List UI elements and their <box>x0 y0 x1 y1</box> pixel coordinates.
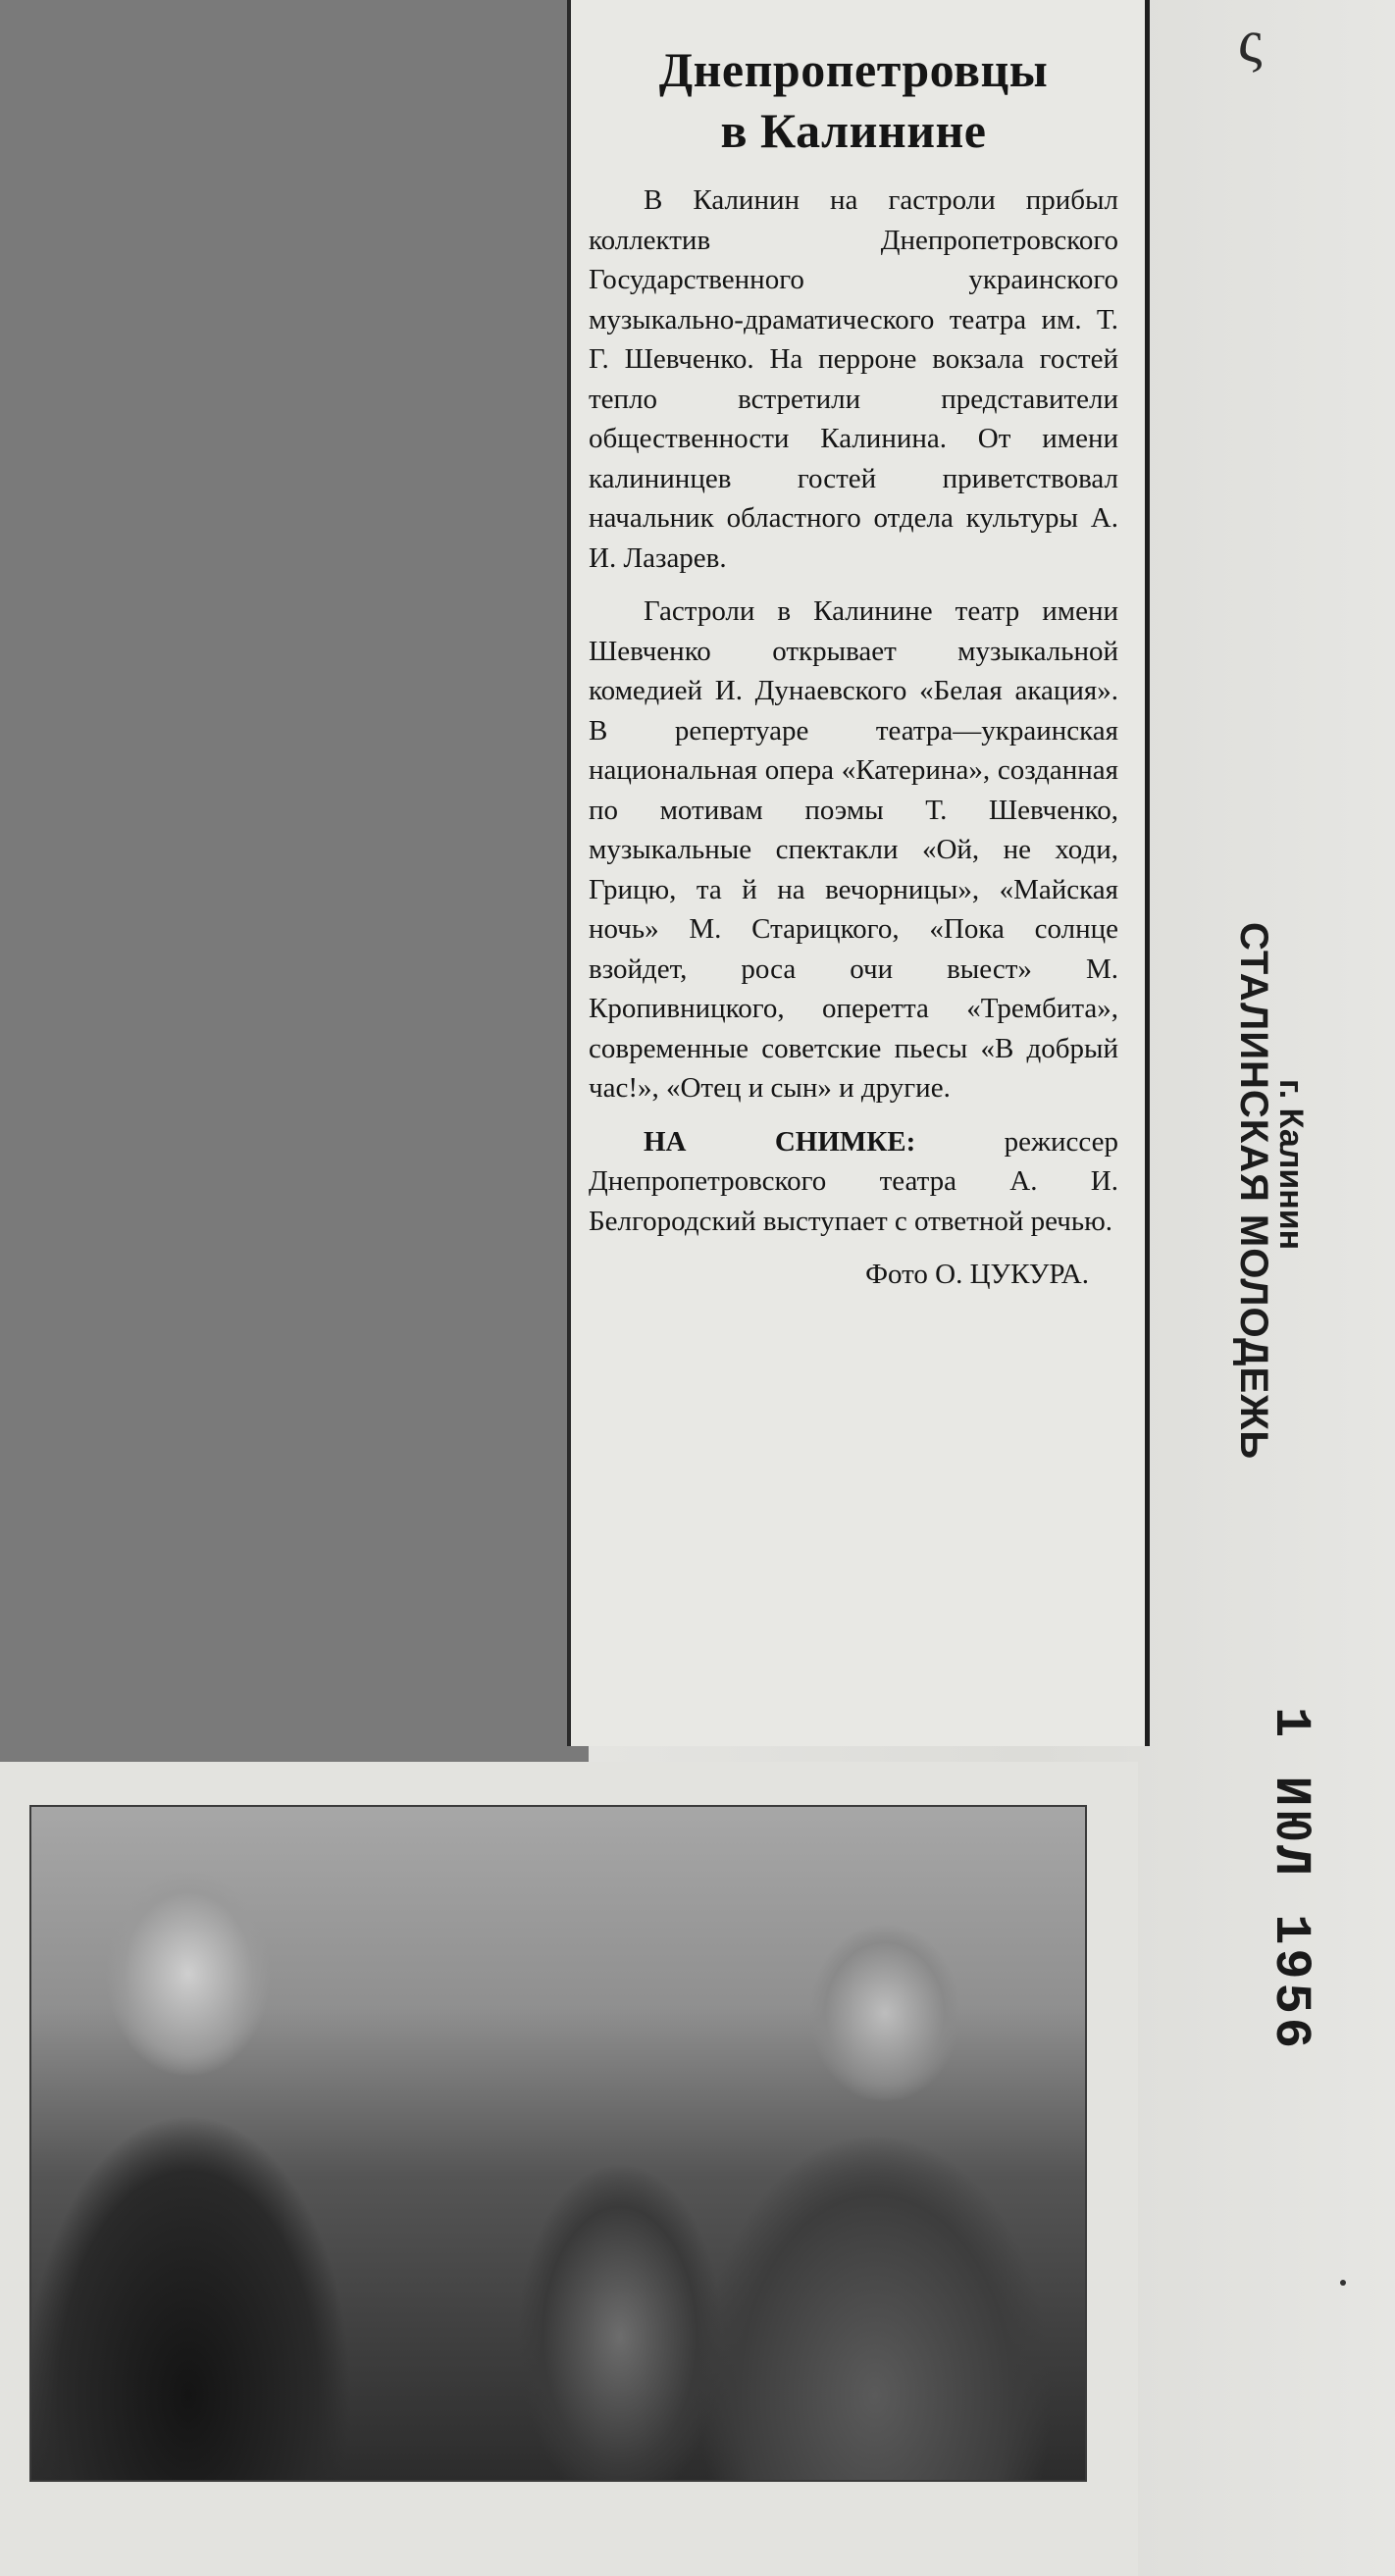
date-stamp: 1 ИЮЛ 1956 <box>1262 1707 1319 2053</box>
article-paragraph-1: В Калинин на гастроли прибыл коллектив Днепропетровского Государственного украинского музыкально-драматического театра им. Т. Г. Шевченко. На перроне вокзала гостей тепло встретили представители общественности Калинина. От имени калининцев гостей приветствовал начальник областного отдела культуры А. И. Лазарев. <box>589 184 1118 574</box>
article-paragraph-2: Гастроли в Калинине театр имени Шевченко открывает музыкальной комедией И. Дунаевского «Белая акация». В репертуаре театра—украинская национальная опера «Катерина», созданная по мотивам поэмы Т. Шевченко, музыкальные спектакли «Ой, не ходи, Грицю, та й на вечорницы», «Майская ночь» М. Старицкого, «Пока солнце взойдет, роса очи выест» М. Кропивницкого, оперетта «Трембита», современные советские пьесы «В добрый час!», «Отец и сын» и другие. <box>589 595 1118 1104</box>
city-stamp: г. Калинин <box>1272 1079 1310 1251</box>
caption-text: режиссер Днепропетровского театра А. И. Белгородский выступает с ответной речью. <box>589 1125 1118 1237</box>
article-headline <box>589 39 1118 161</box>
newspaper-clipping <box>567 0 1150 1746</box>
photo-caption <box>589 1122 1118 1242</box>
news-photo <box>29 1805 1087 2482</box>
photo-credit: Фото О. ЦУКУРА. <box>865 1259 1089 1290</box>
ink-dot <box>1340 2280 1346 2286</box>
headline-line-2: в Калинине <box>720 103 987 158</box>
caption-lead: НА СНИМКЕ: <box>644 1125 916 1158</box>
newspaper-name-stamp: СТАЛИНСКАЯ МОЛОДЕЖЬ <box>1232 922 1275 1461</box>
article-body <box>589 39 1118 1294</box>
handwritten-corner-mark: ς <box>1238 9 1263 76</box>
gray-backing-panel <box>0 0 589 1766</box>
headline-line-1: Днепропетровцы <box>658 42 1049 97</box>
